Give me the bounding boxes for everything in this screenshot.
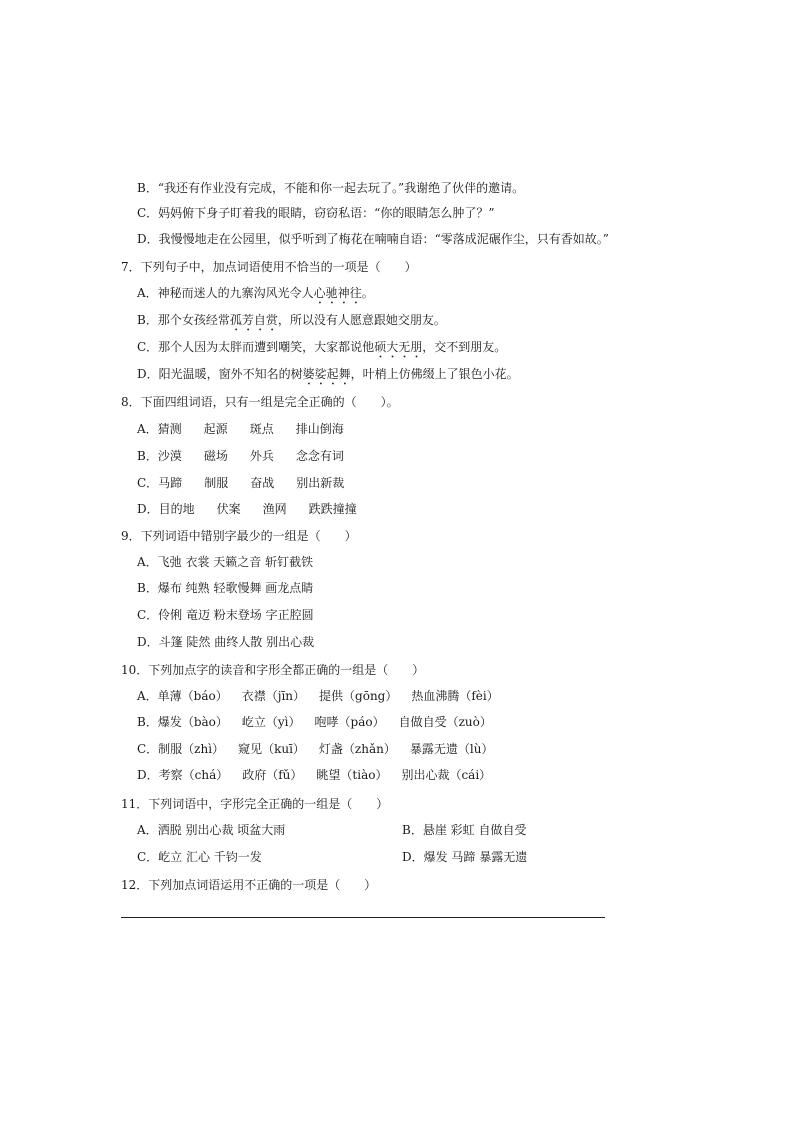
q8-c-word-3: 奋战 (250, 476, 275, 490)
q10-a-item-3: 提供（gōng） (319, 689, 398, 703)
q10-b-item-4: 自做自受（zuò） (398, 715, 492, 729)
q10-option-b (137, 714, 492, 730)
q8-option-c (137, 475, 344, 491)
q7-b-pre: B．那个女孩经常 (137, 313, 230, 327)
q7-a-post: 。 (361, 286, 374, 300)
q8-b-word-3: 外兵 (249, 449, 274, 463)
q8-d-word-4: 跌跌撞撞 (308, 502, 357, 516)
q10-a-item-2: 衣襟（jīn） (241, 689, 306, 703)
q10-b-item-1: B．爆发（bào） (137, 715, 228, 729)
q7-b-post: ，所以没有人愿意跟她交朋友。 (277, 313, 446, 327)
q8-option-d (137, 501, 357, 517)
prev-option-d: D．我慢慢地走在公园里，似乎听到了梅花在喃喃自语：“零落成泥碾作尘，只有香如故。” (137, 232, 609, 246)
q8-stem: 8．下面四组词语，只有一组是完全正确的（ ）。 (121, 395, 399, 409)
q7-option-d (137, 366, 519, 388)
q7-d-dotted: 婆娑起舞 (302, 367, 351, 381)
q10-option-d (137, 767, 491, 783)
q10-c-item-3: 灯盏（zhǎn） (318, 742, 396, 756)
q10-a-item-1: A．单薄（báo） (137, 689, 228, 703)
q10-b-item-2: 屹立（yì） (241, 715, 301, 729)
q7-a-pre: A．神秘而迷人的九寨沟风光令人 (137, 286, 314, 300)
q11-option-a: A．洒脱 别出心裁 顷盆大雨 (137, 823, 286, 837)
q8-a-word-3: 斑点 (249, 422, 274, 436)
q7-a-dotted: 心驰神往 (313, 286, 362, 300)
q7-option-c (137, 339, 506, 361)
q8-b-word-4: 念念有词 (295, 449, 344, 463)
prev-option-c: C．妈妈俯下身子盯着我的眼睛，窃窃私语：“你的眼睛怎么肿了？” (137, 206, 495, 220)
q8-option-a (137, 421, 344, 437)
q7-d-pre: D．阳光温暖，窗外不知名的树 (137, 367, 303, 381)
q8-c-word-1: C．马蹄 (137, 476, 183, 490)
q8-c-word-2: 制服 (204, 476, 229, 490)
q9-option-d: D．斗篷 陡然 曲终人散 别出心裁 (137, 635, 315, 649)
q7-d-post: ，叶梢上仿佛缀上了银色小花。 (350, 367, 519, 381)
q11-option-c: C．屹立 汇心 千钧一发 (137, 850, 262, 864)
q12-stem: 12．下列加点词语运用不正确的一项是（ ） (121, 878, 377, 892)
q11-option-d: D．爆发 马蹄 暴露无遗 (402, 850, 528, 864)
prev-option-b: B．“我还有作业没有完成，不能和你一起去玩了。”我谢绝了伙伴的邀请。 (137, 181, 525, 195)
q8-c-word-4: 别出新裁 (296, 476, 345, 490)
q10-stem: 10．下列加点字的读音和字形全都正确的一组是（ ） (121, 663, 425, 677)
q8-option-b (137, 448, 344, 464)
q10-c-item-4: 暴露无遗（lù） (409, 742, 494, 756)
q8-a-word-4: 排山倒海 (295, 422, 344, 436)
q8-b-word-1: B．沙漠 (137, 449, 182, 463)
q7-stem: 7．下列句子中，加点词语使用不恰当的一项是（ ） (121, 260, 417, 274)
q7-c-post: ，交不到朋友。 (422, 340, 507, 354)
q10-a-item-4: 热血沸腾（fèi） (411, 689, 499, 703)
footer-rule (121, 917, 605, 918)
q7-c-dotted: 硕大无朋 (374, 340, 423, 354)
q11-option-b: B．悬崖 彩虹 自做自受 (402, 823, 527, 837)
q9-option-b: B．爆布 纯熟 轻歌慢舞 画龙点睛 (137, 581, 314, 595)
q8-a-word-2: 起源 (203, 422, 228, 436)
q8-b-word-2: 磁场 (203, 449, 228, 463)
q8-d-word-1: D．目的地 (137, 502, 195, 516)
q10-d-item-1: D．考察（chá） (137, 768, 229, 782)
q8-d-word-2: 伏案 (216, 502, 241, 516)
q8-a-word-1: A．猜测 (137, 422, 182, 436)
q9-option-a: A．飞弛 衣裳 天籁之音 斩钉截铁 (137, 555, 314, 569)
q10-d-item-2: 政府（fǔ） (242, 768, 303, 782)
q9-stem: 9．下列词语中错别字最少的一组是（ ） (121, 529, 357, 543)
q10-b-item-3: 咆哮（páo） (314, 715, 385, 729)
q10-c-item-1: C．制服（zhì） (137, 742, 225, 756)
q7-option-a (137, 285, 374, 307)
q7-option-b (137, 312, 446, 334)
q10-d-item-3: 眺望（tiào） (316, 768, 388, 782)
q10-option-c (137, 741, 493, 757)
q10-c-item-2: 窥见（kuī） (238, 742, 305, 756)
q10-d-item-4: 别出心裁（cái） (401, 768, 492, 782)
q10-option-a (137, 688, 499, 704)
q9-option-c: C．伶俐 竜迈 粉末登场 字正腔圆 (137, 608, 314, 622)
q7-c-pre: C．那个人因为太胖而遭到嘲笑，大家都说他 (137, 340, 375, 354)
q11-stem: 11．下列词语中，字形完全正确的一组是（ ） (121, 797, 389, 811)
q8-d-word-3: 渔网 (262, 502, 287, 516)
q7-b-dotted: 孤芳自赏 (229, 313, 278, 327)
